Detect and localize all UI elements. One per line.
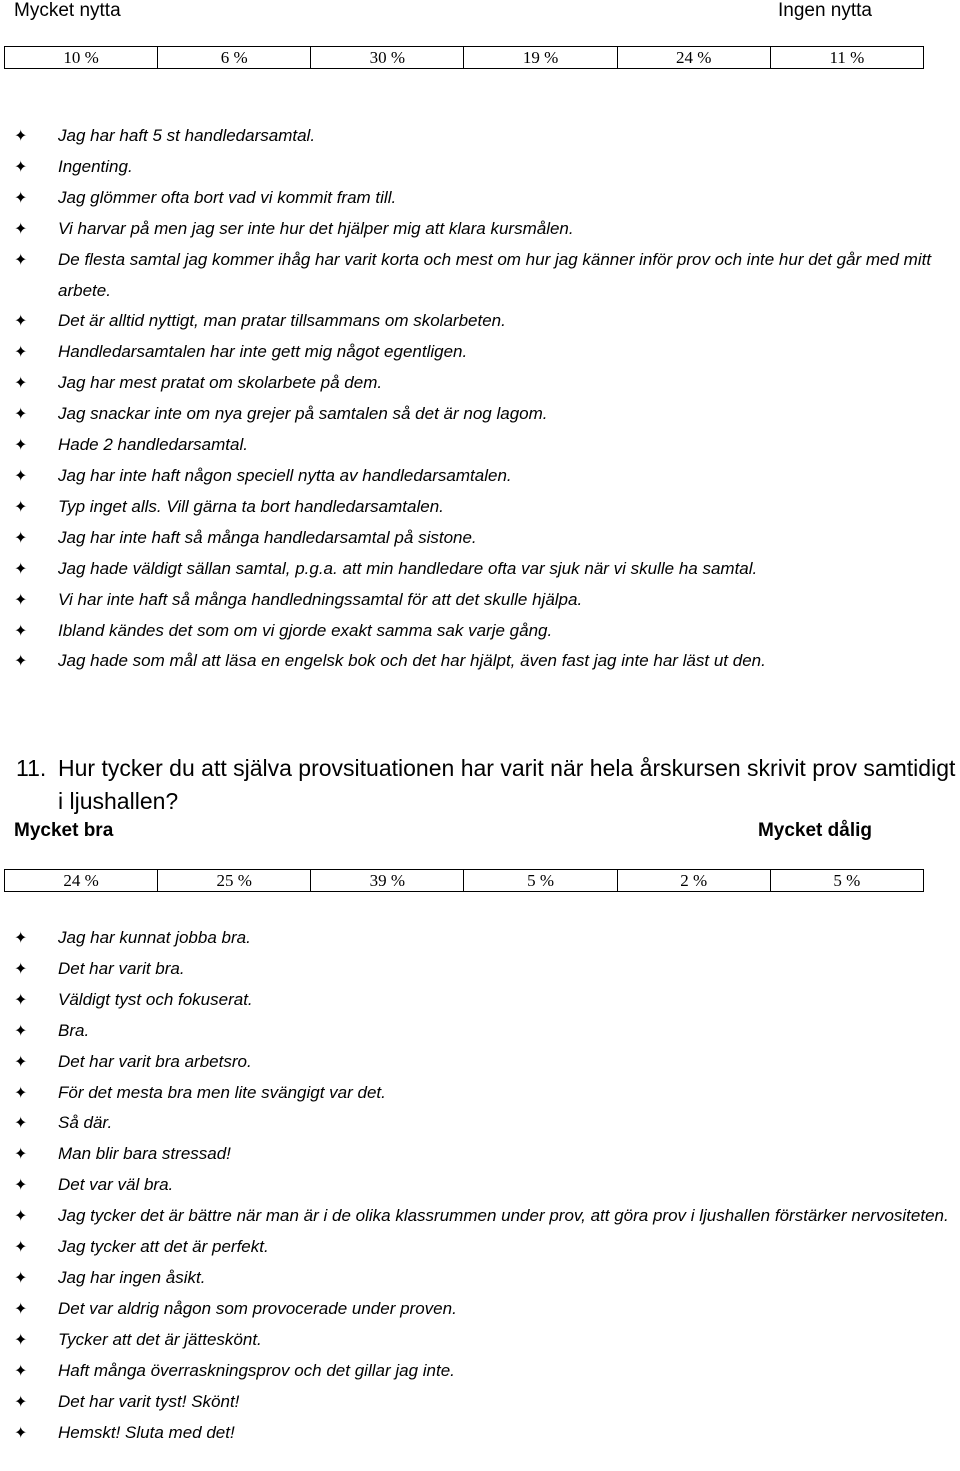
four-pointed-star-icon: ✦ [14,311,28,331]
comment-text: Jag glömmer ofta bort vad vi kommit fram till. [58,187,397,207]
four-pointed-star-icon: ✦ [14,589,28,609]
list-item [0,1263,960,1294]
four-pointed-star-icon: ✦ [14,249,28,269]
comment-text: Jag har mest pratat om skolarbete på dem. [58,373,383,393]
four-pointed-star-icon: ✦ [14,989,28,1009]
list-item [0,183,960,214]
list-item [0,399,960,430]
comment-text: Vi har inte haft så många handledningssamtal för att det skulle hjälpa. [58,589,583,609]
percentage-cell: 25 % [158,870,311,892]
list-item [0,985,960,1016]
comment-text: Jag har inte haft så många handledarsamtal på sistone. [58,527,477,547]
list-item [0,1325,960,1356]
four-pointed-star-icon: ✦ [14,126,28,145]
four-pointed-star-icon: ✦ [14,218,28,238]
four-pointed-star-icon: ✦ [14,1391,28,1411]
four-pointed-star-icon: ✦ [14,496,28,516]
comment-text: Jag tycker att det är perfekt. [58,1237,269,1257]
question-text: Hur tycker du att själva provsituationen har varit när hela årskursen skrivit prov samtidigt i ljushallen? [58,755,956,814]
scale-left-label: Mycket nytta [14,0,121,21]
comment-text: Jag hade som mål att läsa en engelsk bok och det har hjälpt, även fast jag inte har läst ut den. [58,651,766,671]
percentage-cell: 11 % [770,47,923,69]
comment-text: Ibland kändes det som om vi gjorde exakt samma sak varje gång. [58,620,553,640]
list-item [0,1170,960,1201]
list-item [0,492,960,523]
percentage-cell: 19 % [464,47,617,69]
percentage-cell: 2 % [617,870,770,892]
percentage-row [5,47,924,69]
comment-list-10 [0,121,960,677]
percentage-cell: 5 % [770,870,923,892]
list-item [0,1108,960,1139]
comment-text: Det är alltid nyttigt, man pratar tillsammans om skolarbeten. [58,311,506,331]
list-item [0,1201,960,1232]
four-pointed-star-icon: ✦ [14,1329,28,1349]
list-item [0,430,960,461]
comment-text: Hade 2 handledarsamtal. [58,435,248,455]
percentage-cell: 6 % [158,47,311,69]
question-number: 11. [16,755,47,781]
list-item [0,1047,960,1078]
comment-text: Det har varit bra arbetsro. [58,1051,252,1071]
comment-text: För det mesta bra men lite svängigt var det. [58,1082,386,1102]
four-pointed-star-icon: ✦ [14,1020,28,1040]
four-pointed-star-icon: ✦ [14,465,28,485]
list-item [0,152,960,183]
four-pointed-star-icon: ✦ [14,1082,28,1102]
four-pointed-star-icon: ✦ [14,1422,28,1442]
four-pointed-star-icon: ✦ [14,958,28,978]
comment-text: Så där. [58,1113,113,1133]
four-pointed-star-icon: ✦ [14,1175,28,1195]
four-pointed-star-icon: ✦ [14,1267,28,1287]
four-pointed-star-icon: ✦ [14,1298,28,1318]
comment-list-11 [0,923,960,1448]
list-item [0,1356,960,1387]
list-item [0,1294,960,1325]
percentage-cell: 30 % [311,47,464,69]
list-item [0,954,960,985]
list-item [0,1078,960,1109]
four-pointed-star-icon: ✦ [14,1051,28,1071]
comment-text: Det har varit bra. [58,958,185,978]
comment-text: Typ inget alls. Vill gärna ta bort handledarsamtalen. [58,496,444,516]
comment-text: De flesta samtal jag kommer ihåg har varit korta och mest om hur jag känner inför prov och inte hur det går med mitt arbete. [58,249,932,300]
percentage-cell: 24 % [5,870,158,892]
comment-text: Jag har kunnat jobba bra. [58,928,251,947]
list-item [0,368,960,399]
comment-text: Jag snackar inte om nya grejer på samtalen så det är nog lagom. [58,404,548,424]
comment-text: Det var aldrig någon som provocerade under proven. [58,1298,457,1318]
comment-text: Tycker att det är jätteskönt. [58,1329,262,1349]
list-item [0,1387,960,1418]
four-pointed-star-icon: ✦ [14,928,28,947]
list-item [0,585,960,616]
four-pointed-star-icon: ✦ [14,1360,28,1380]
percentage-cell: 5 % [464,870,617,892]
four-pointed-star-icon: ✦ [14,1144,28,1164]
comment-text: Jag har inte haft någon speciell nytta av handledarsamtalen. [58,465,512,485]
comment-text: Ingenting. [58,156,133,176]
list-item [0,1232,960,1263]
comment-text: Jag hade väldigt sällan samtal, p.g.a. att min handledare ofta var sjuk när vi skulle ha samtal. [58,558,758,578]
list-item [0,923,960,954]
list-item [0,121,960,152]
list-item [0,245,960,307]
four-pointed-star-icon: ✦ [14,620,28,640]
comment-text: Haft många överraskningsprov och det gillar jag inte. [58,1360,455,1380]
percentage-cell: 10 % [5,47,158,69]
comment-text: Bra. [58,1020,90,1040]
comment-text: Man blir bara stressad! [58,1144,231,1164]
comment-text: Väldigt tyst och fokuserat. [58,989,253,1009]
percentage-row [5,870,924,892]
list-item [0,214,960,245]
scale-right-label: Ingen nytta [777,0,872,21]
comment-text: Jag har ingen åsikt. [58,1267,206,1287]
comment-text: Det var väl bra. [58,1175,174,1195]
four-pointed-star-icon: ✦ [14,1113,28,1133]
four-pointed-star-icon: ✦ [14,651,28,671]
list-item [0,616,960,647]
list-item [0,554,960,585]
percentage-cell: 39 % [311,870,464,892]
four-pointed-star-icon: ✦ [14,404,28,424]
comment-text: Jag har haft 5 st handledarsamtal. [58,126,316,145]
scale-left-label: Mycket bra [14,820,114,841]
percentage-cell: 24 % [617,47,770,69]
list-item [0,1139,960,1170]
four-pointed-star-icon: ✦ [14,373,28,393]
comment-text: Jag tycker det är bättre när man är i de olika klassrummen under prov, att göra prov i ljushallen förstärker nervositeten. [58,1206,949,1226]
list-item [0,337,960,368]
percentage-table-11 [4,869,924,892]
four-pointed-star-icon: ✦ [14,435,28,455]
scale-right-label: Mycket dålig [757,820,872,841]
list-item [0,306,960,337]
comment-text: Det har varit tyst! Skönt! [58,1391,240,1411]
comment-text: Handledarsamtalen har inte gett mig något egentligen. [58,342,468,362]
list-item [0,1016,960,1047]
four-pointed-star-icon: ✦ [14,527,28,547]
four-pointed-star-icon: ✦ [14,558,28,578]
four-pointed-star-icon: ✦ [14,1237,28,1257]
percentage-table-10 [4,46,924,69]
four-pointed-star-icon: ✦ [14,1206,28,1226]
four-pointed-star-icon: ✦ [14,156,28,176]
four-pointed-star-icon: ✦ [14,342,28,362]
four-pointed-star-icon: ✦ [14,187,28,207]
list-item [0,523,960,554]
list-item [0,1418,960,1449]
list-item [0,461,960,492]
list-item [0,646,960,677]
question-11 [16,752,960,818]
comment-text: Hemskt! Sluta med det! [58,1422,235,1442]
comment-text: Vi harvar på men jag ser inte hur det hjälper mig att klara kursmålen. [58,218,574,238]
